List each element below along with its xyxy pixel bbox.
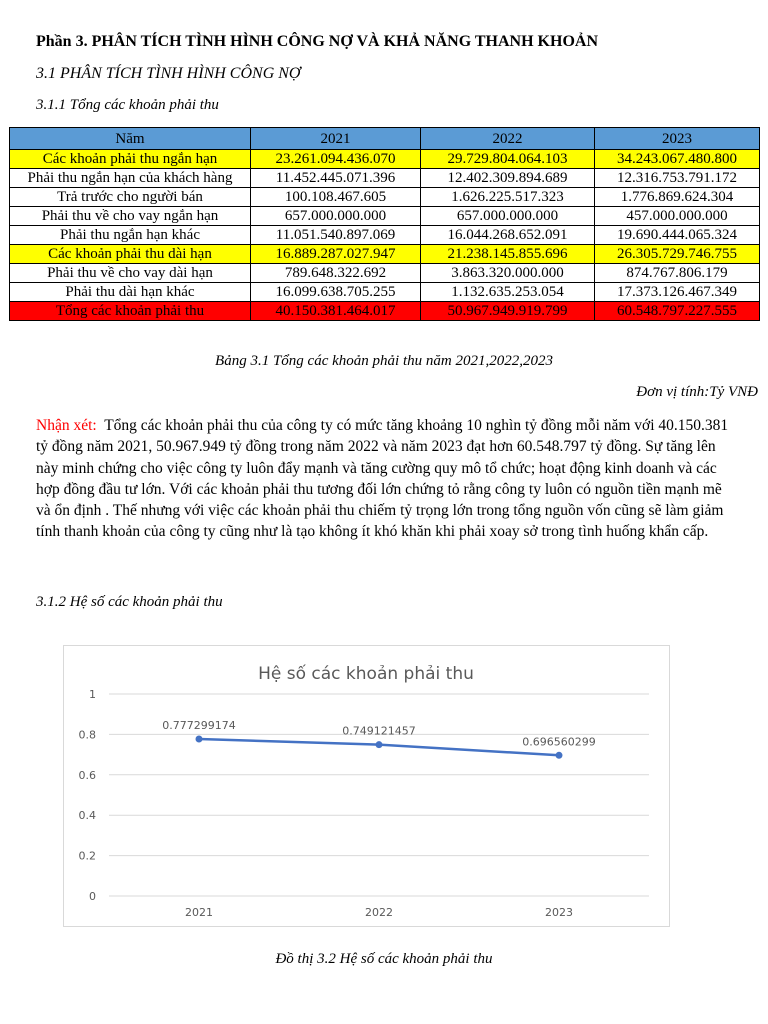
- cell-2022: 1.132.635.253.054: [421, 283, 595, 302]
- header-2023: 2023: [595, 128, 760, 150]
- cell-2023: 457.000.000.000: [595, 207, 760, 226]
- chart-title: Hệ số các khoản phải thu: [258, 664, 474, 684]
- table-caption: Bảng 3.1 Tổng các khoản phải thu năm 2021,2022,2023: [215, 353, 553, 369]
- table-row: [10, 188, 760, 207]
- cell-2021: 16.889.287.027.947: [251, 245, 421, 264]
- x-tick-label: 2022: [365, 906, 393, 919]
- cell-2021: 100.108.467.605: [251, 188, 421, 207]
- cell-2023: 19.690.444.065.324: [595, 226, 760, 245]
- data-label: 0.749121457: [342, 724, 416, 738]
- cell-2021: 11.051.540.897.069: [251, 226, 421, 245]
- cell-2023: 26.305.729.746.755: [595, 245, 760, 264]
- commentary-text: Tổng các khoản phải thu của công ty có mức tăng khoảng 10 nghìn tỷ đồng mỗi năm với 40.150.381 tỷ đồng năm 2021, 50.967.949 tỷ đồng trong năm 2022 và năm 2023 đạt hơn 60.548.797 tỷ đồng. Sự tăng lên này minh chứng cho việc công ty luôn đẩy mạnh và tăng cường quy mô tổ chức; hoạt động kinh doanh và các hợp đồng đầu tư lớn. Với các khoản phải thu tương đối lớn chứng tỏ rằng công ty luôn có nguồn tiền mạnh mẽ và ổn định . Thế nhưng với việc các khoản phải thu chiếm tỷ trọng lớn trong tổng nguồn vốn cũng sẽ làm giảm tính thanh khoản của công ty cũng như là tạo không ít khó khăn khi phải xoay sở trong tình huống khẩn cấp.: [36, 417, 729, 541]
- y-tick-label: 0: [89, 890, 96, 903]
- cell-2021: 657.000.000.000: [251, 207, 421, 226]
- table-row-total: [10, 302, 760, 321]
- y-tick-label: 1: [89, 688, 96, 701]
- cell-2023: 34.243.067.480.800: [595, 150, 760, 169]
- cell-2023: 60.548.797.227.555: [595, 302, 760, 321]
- row-label: Các khoản phải thu ngắn hạn: [10, 150, 251, 169]
- cell-2023: 12.316.753.791.172: [595, 169, 760, 188]
- row-label: Phải thu ngắn hạn khác: [10, 226, 251, 245]
- subsubsection-heading: 3.1.1 Tổng các khoản phải thu: [36, 97, 219, 113]
- row-label: Tổng các khoản phải thu: [10, 302, 251, 321]
- unit-note: Đơn vị tính:Tỷ VNĐ: [636, 384, 758, 400]
- receivables-table: [9, 127, 760, 321]
- table-row: [10, 283, 760, 302]
- cell-2023: 1.776.869.624.304: [595, 188, 760, 207]
- x-tick-label: 2023: [545, 906, 573, 919]
- cell-2022: 29.729.804.064.103: [421, 150, 595, 169]
- table-header-row: [10, 128, 760, 150]
- header-2021: 2021: [251, 128, 421, 150]
- figure-caption: Đồ thị 3.2 Hệ số các khoản phải thu: [275, 951, 493, 967]
- cell-2022: 657.000.000.000: [421, 207, 595, 226]
- commentary-paragraph: [36, 415, 734, 543]
- data-point: [556, 752, 563, 759]
- cell-2022: 3.863.320.000.000: [421, 264, 595, 283]
- cell-2023: 874.767.806.179: [595, 264, 760, 283]
- cell-2021: 16.099.638.705.255: [251, 283, 421, 302]
- table-row: [10, 245, 760, 264]
- y-tick-label: 0.2: [78, 849, 96, 863]
- line-chart: [64, 646, 669, 926]
- cell-2023: 17.373.126.467.349: [595, 283, 760, 302]
- table-row: [10, 226, 760, 245]
- table-row: [10, 264, 760, 283]
- row-label: Trả trước cho người bán: [10, 188, 251, 207]
- y-tick-label: 0.6: [78, 768, 96, 782]
- row-label: Các khoản phải thu dài hạn: [10, 245, 251, 264]
- commentary-label: Nhận xét:: [36, 417, 97, 434]
- cell-2022: 21.238.145.855.696: [421, 245, 595, 264]
- subsection-heading: 3.1 PHÂN TÍCH TÌNH HÌNH CÔNG NỢ: [36, 65, 301, 82]
- cell-2021: 11.452.445.071.396: [251, 169, 421, 188]
- row-label: Phải thu về cho vay ngắn hạn: [10, 207, 251, 226]
- cell-2021: 40.150.381.464.017: [251, 302, 421, 321]
- data-label: 0.696560299: [522, 735, 596, 749]
- row-label: Phải thu ngắn hạn của khách hàng: [10, 169, 251, 188]
- data-point: [196, 735, 203, 742]
- table-row: [10, 150, 760, 169]
- table-row: [10, 207, 760, 226]
- header-year: Năm: [10, 128, 251, 150]
- section-heading: Phần 3. PHÂN TÍCH TÌNH HÌNH CÔNG NỢ VÀ KHẢ NĂNG THANH KHOẢN: [36, 33, 598, 50]
- data-label: 0.777299174: [162, 718, 236, 732]
- header-2022: 2022: [421, 128, 595, 150]
- chart-container: [63, 645, 670, 927]
- cell-2021: 23.261.094.436.070: [251, 150, 421, 169]
- data-point: [376, 741, 383, 748]
- cell-2022: 1.626.225.517.323: [421, 188, 595, 207]
- cell-2022: 16.044.268.652.091: [421, 226, 595, 245]
- subsection-312-heading: 3.1.2 Hệ số các khoản phải thu: [36, 594, 223, 610]
- row-label: Phải thu dài hạn khác: [10, 283, 251, 302]
- cell-2021: 789.648.322.692: [251, 264, 421, 283]
- table-row: [10, 169, 760, 188]
- row-label: Phải thu về cho vay dài hạn: [10, 264, 251, 283]
- cell-2022: 12.402.309.894.689: [421, 169, 595, 188]
- cell-2022: 50.967.949.919.799: [421, 302, 595, 321]
- y-tick-label: 0.4: [78, 809, 96, 823]
- x-tick-label: 2021: [185, 906, 213, 919]
- y-tick-label: 0.8: [78, 728, 96, 742]
